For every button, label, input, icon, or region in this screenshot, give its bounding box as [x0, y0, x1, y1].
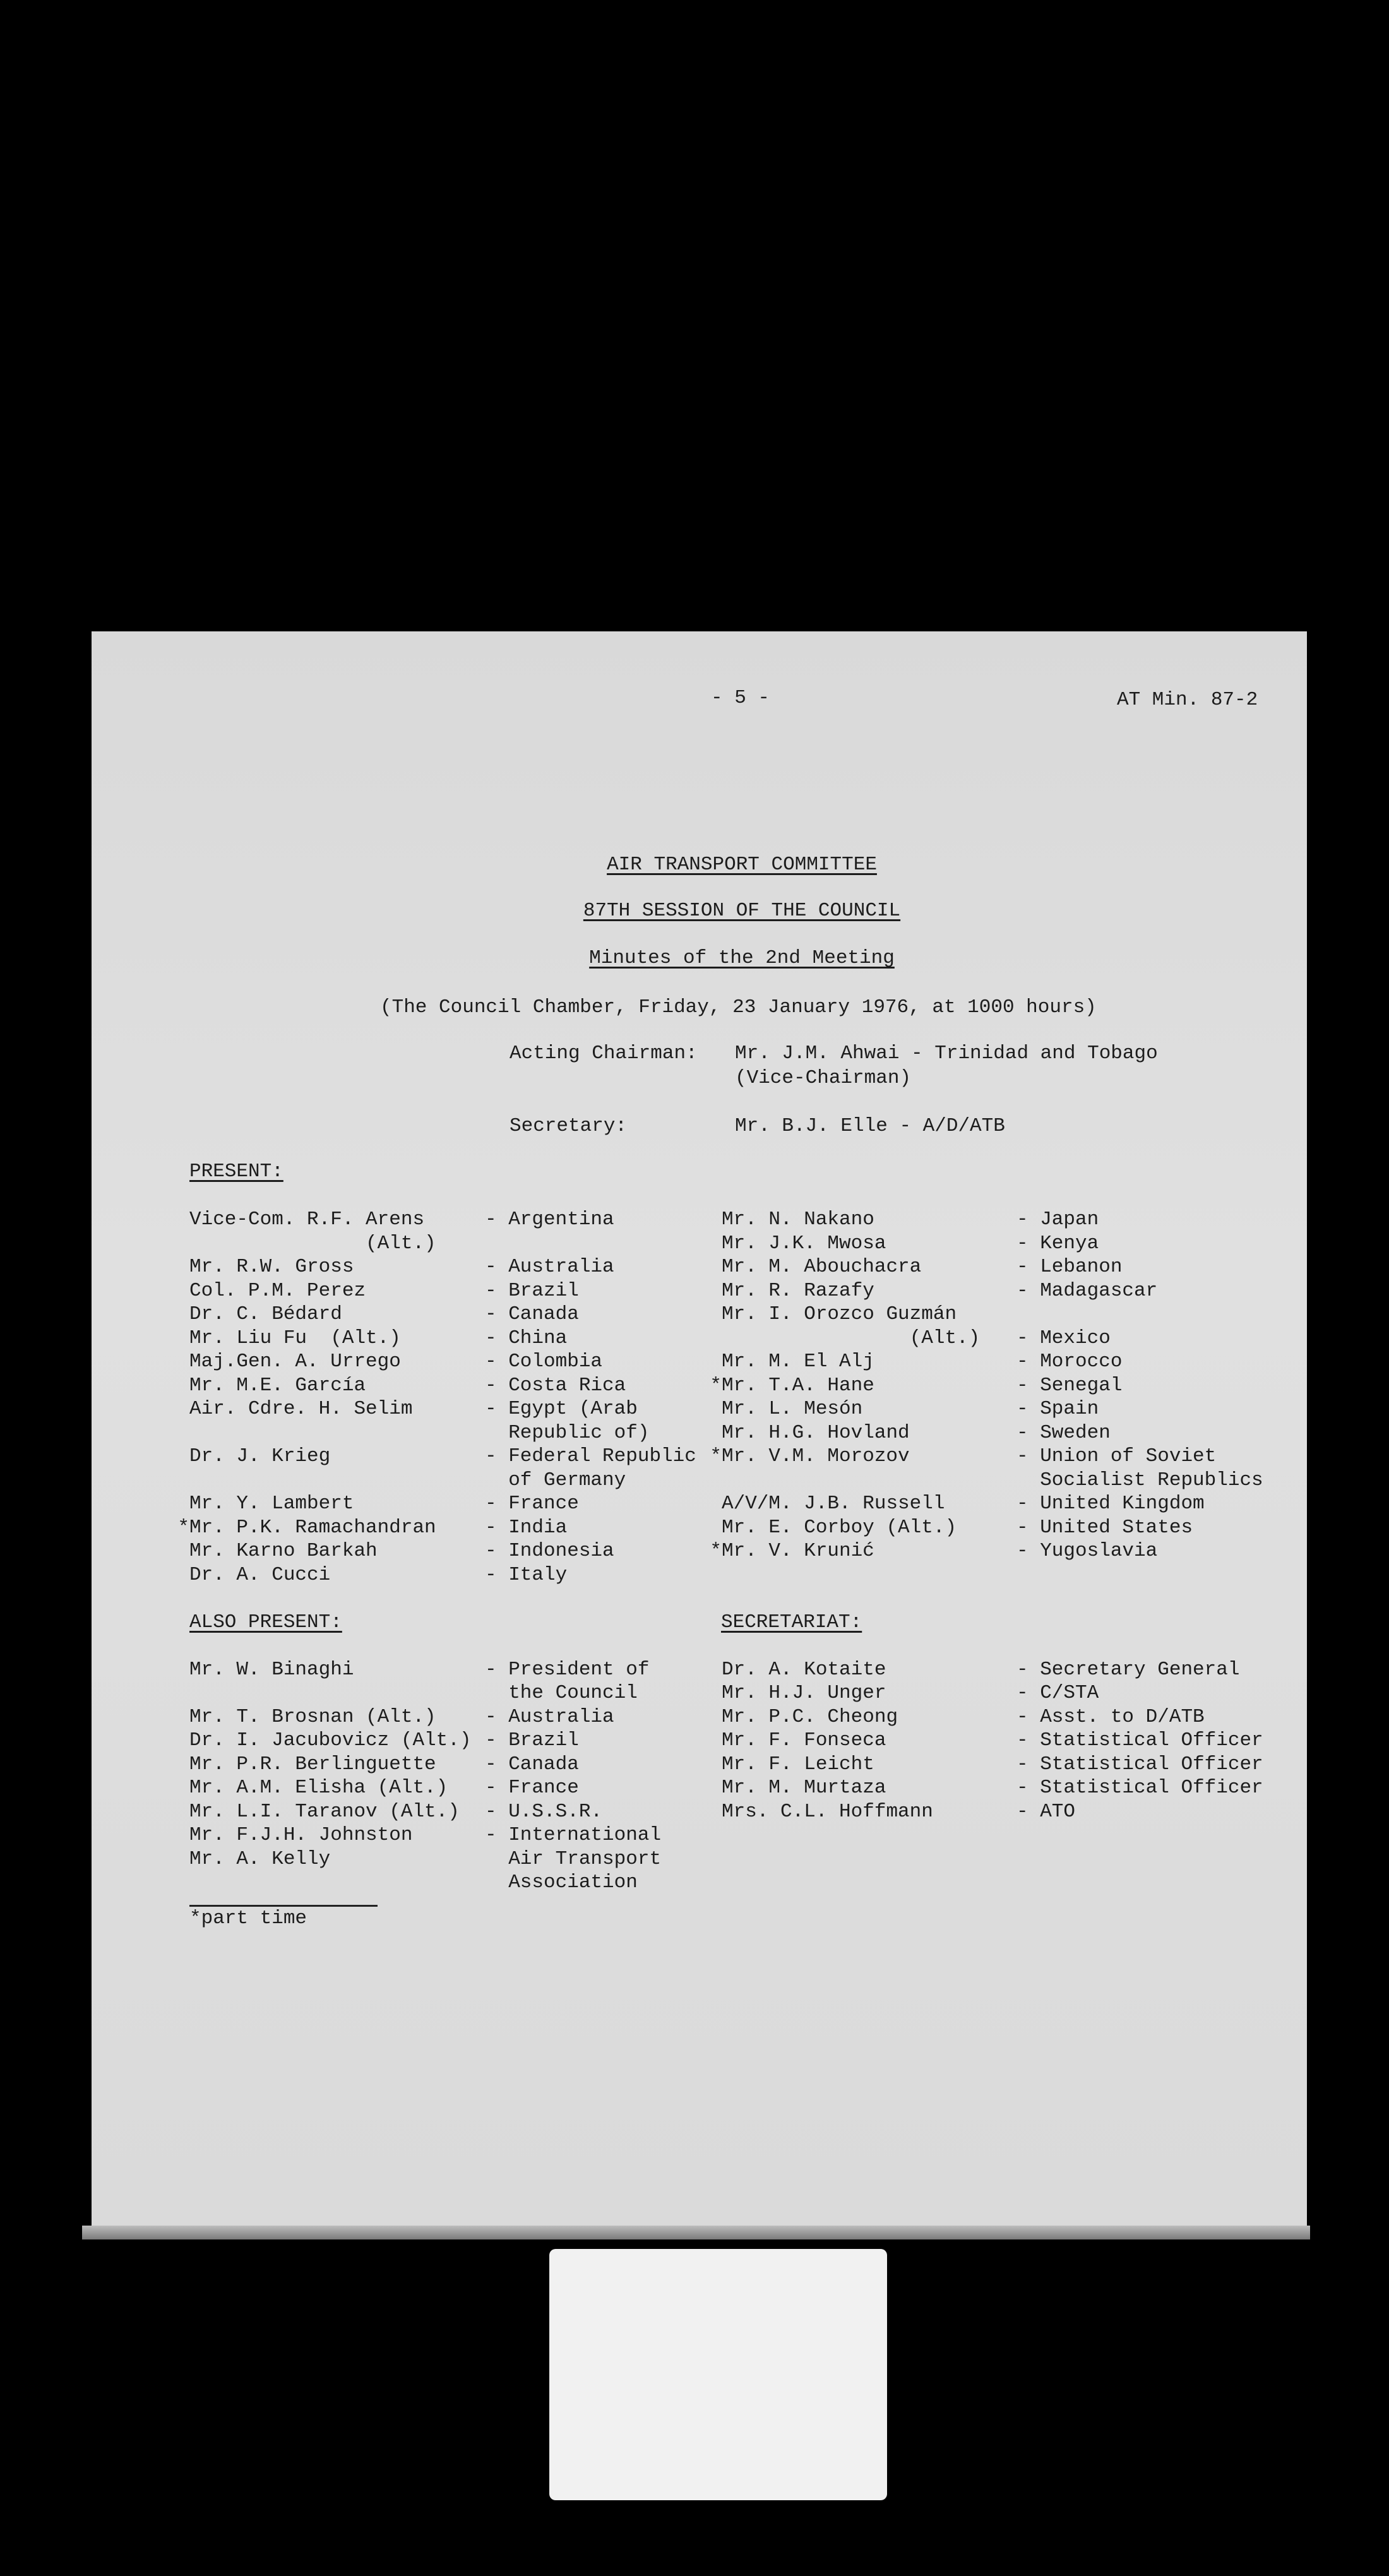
delegate-affiliation: - C/STA: [1016, 1682, 1099, 1704]
delegate-affiliation: - Union of Soviet: [1016, 1445, 1217, 1467]
delegate-affiliation: - Canada: [485, 1303, 579, 1325]
delegate-name: Maj.Gen. A. Urrego: [189, 1351, 401, 1373]
present-heading: PRESENT:: [189, 1160, 283, 1183]
delegate-affiliation: - United Kingdom: [1016, 1493, 1205, 1515]
delegate-affiliation: - Brazil: [485, 1279, 579, 1302]
delegate-affiliation: - France: [485, 1493, 579, 1515]
delegate-affiliation: - Sweden: [1016, 1421, 1111, 1444]
delegate-name: Mrs. C.L. Hoffmann: [722, 1800, 933, 1823]
delegate-name: Mr. T. Brosnan (Alt.): [189, 1705, 436, 1728]
delegate-name: Dr. A. Cucci: [189, 1563, 331, 1586]
delegate-name: Mr. R.W. Gross: [189, 1256, 354, 1278]
delegate-name: Mr. E. Corboy (Alt.): [722, 1516, 957, 1539]
delegate-affiliation: - Senegal: [1016, 1374, 1123, 1397]
delegate-name: Mr. M. Murtaza: [722, 1777, 886, 1799]
delegate-affiliation: - Egypt (Arab: [485, 1398, 638, 1420]
delegate-name: Vice-Com. R.F. Arens: [189, 1208, 425, 1231]
blank-slip: [549, 2249, 887, 2500]
chairman-label: Acting Chairman:: [510, 1042, 698, 1064]
delegate-affiliation: - Lebanon: [1016, 1256, 1123, 1278]
delegate-name: Mr. M. Abouchacra: [722, 1256, 922, 1278]
delegate-name: Mr. W. Binaghi: [189, 1658, 354, 1681]
delegate-affiliation: - International: [485, 1824, 662, 1846]
delegate-affiliation: - Japan: [1016, 1208, 1099, 1231]
delegate-affiliation: - Statistical Officer: [1016, 1777, 1263, 1799]
delegate-affiliation: - Asst. to D/ATB: [1016, 1705, 1205, 1728]
delegate-name: Mr. H.J. Unger: [722, 1682, 886, 1704]
delegate-name: Mr. F. Fonseca: [722, 1729, 886, 1751]
delegate-affiliation: - Secretary General: [1016, 1658, 1240, 1681]
delegate-name: *Mr. P.K. Ramachandran: [177, 1516, 436, 1539]
delegate-affiliation: - Federal Republic: [485, 1445, 696, 1467]
delegate-name: A/V/M. J.B. Russell: [722, 1493, 945, 1515]
delegate-affiliation: - Italy: [485, 1563, 568, 1586]
delegate-affiliation: - United States: [1016, 1516, 1193, 1539]
delegate-affiliation: - Kenya: [1016, 1232, 1099, 1255]
delegate-name: Mr. N. Nakano: [722, 1208, 874, 1231]
delegate-name: Mr. Liu Fu (Alt.): [189, 1327, 401, 1349]
meeting-location-date: (The Council Chamber, Friday, 23 January 1976, at 1000 hours): [380, 996, 1097, 1018]
delegate-name: Mr. A. Kelly: [189, 1847, 331, 1870]
session-title: 87TH SESSION OF THE COUNCIL: [583, 900, 901, 922]
delegate-name: Mr. M. El Alj: [722, 1351, 874, 1373]
secretariat-heading: SECRETARIAT:: [721, 1611, 862, 1633]
delegate-name: Mr. P.R. Berlinguette: [189, 1753, 436, 1775]
delegate-name: Mr. L.I. Taranov (Alt.): [189, 1800, 460, 1823]
footnote: *part time: [189, 1907, 307, 1929]
delegate-affiliation: - Yugoslavia: [1016, 1540, 1158, 1562]
page-bottom-edge: [82, 2226, 1310, 2239]
delegate-affiliation: - U.S.S.R.: [485, 1800, 603, 1823]
delegate-name: Mr. A.M. Elisha (Alt.): [189, 1777, 448, 1799]
also-present-heading: ALSO PRESENT:: [189, 1611, 342, 1633]
delegate-affiliation: Republic of): [485, 1421, 650, 1444]
delegate-affiliation: - India: [485, 1516, 568, 1539]
delegate-affiliation: - Australia: [485, 1705, 614, 1728]
secretary-value: Mr. B.J. Elle - A/D/ATB: [735, 1115, 1005, 1137]
delegate-affiliation: - Canada: [485, 1753, 579, 1775]
delegate-affiliation: - Statistical Officer: [1016, 1753, 1263, 1775]
delegate-name: Mr. R. Razafy: [722, 1279, 874, 1302]
delegate-affiliation: - Costa Rica: [485, 1374, 626, 1397]
delegate-name: (Alt.): [189, 1232, 436, 1255]
delegate-name: Mr. F. Leicht: [722, 1753, 874, 1775]
delegate-affiliation: - Madagascar: [1016, 1279, 1158, 1302]
delegate-affiliation: - President of: [485, 1658, 650, 1681]
delegate-affiliation: - Mexico: [1016, 1327, 1111, 1349]
delegate-affiliation: - Brazil: [485, 1729, 579, 1751]
delegate-name: Mr. L. Mesón: [722, 1398, 863, 1420]
delegate-affiliation: - Colombia: [485, 1351, 603, 1373]
chairman-value: Mr. J.M. Ahwai - Trinidad and Tobago: [735, 1042, 1158, 1064]
secretary-label: Secretary:: [510, 1115, 628, 1137]
delegate-affiliation: - ATO: [1016, 1800, 1076, 1823]
delegate-name: (Alt.): [722, 1327, 981, 1349]
delegate-name: *Mr. T.A. Hane: [710, 1374, 874, 1397]
delegate-affiliation: the Council: [485, 1682, 638, 1704]
delegate-affiliation: - Spain: [1016, 1398, 1099, 1420]
delegate-name: Dr. A. Kotaite: [722, 1658, 886, 1681]
delegate-affiliation: - Morocco: [1016, 1351, 1123, 1373]
delegate-name: Mr. I. Orozco Guzmán: [722, 1303, 957, 1325]
delegate-affiliation: Socialist Republics: [1016, 1469, 1263, 1491]
delegate-affiliation: Air Transport: [485, 1847, 662, 1870]
delegate-name: Air. Cdre. H. Selim: [189, 1398, 413, 1420]
delegate-affiliation: - Indonesia: [485, 1540, 614, 1562]
page-number: - 5 -: [711, 687, 770, 709]
delegate-name: *Mr. V. Krunić: [710, 1540, 874, 1562]
delegate-affiliation: - Statistical Officer: [1016, 1729, 1263, 1751]
committee-title: AIR TRANSPORT COMMITTEE: [607, 854, 877, 876]
delegate-affiliation: of Germany: [485, 1469, 626, 1491]
delegate-name: Mr. Karno Barkah: [189, 1540, 378, 1562]
delegate-name: Mr. H.G. Hovland: [722, 1421, 910, 1444]
delegate-name: *Mr. V.M. Morozov: [710, 1445, 910, 1467]
delegate-affiliation: - Australia: [485, 1256, 614, 1278]
delegate-affiliation: - China: [485, 1327, 568, 1349]
document-reference: AT Min. 87-2: [1117, 689, 1258, 711]
delegate-affiliation: - France: [485, 1777, 579, 1799]
meeting-title: Minutes of the 2nd Meeting: [589, 947, 895, 969]
delegate-name: Mr. J.K. Mwosa: [722, 1232, 886, 1255]
delegate-name: Col. P.M. Perez: [189, 1279, 366, 1302]
delegate-name: Dr. C. Bédard: [189, 1303, 342, 1325]
delegate-name: Mr. F.J.H. Johnston: [189, 1824, 413, 1846]
chairman-note: (Vice-Chairman): [735, 1067, 912, 1089]
delegate-name: Mr. M.E. García: [189, 1374, 366, 1397]
delegate-affiliation: Association: [485, 1871, 638, 1893]
delegate-name: Mr. Y. Lambert: [189, 1493, 354, 1515]
delegate-affiliation: - Argentina: [485, 1208, 614, 1231]
delegate-name: Dr. J. Krieg: [189, 1445, 331, 1467]
delegate-name: Dr. I. Jacubovicz (Alt.): [189, 1729, 472, 1751]
delegate-name: Mr. P.C. Cheong: [722, 1705, 898, 1728]
